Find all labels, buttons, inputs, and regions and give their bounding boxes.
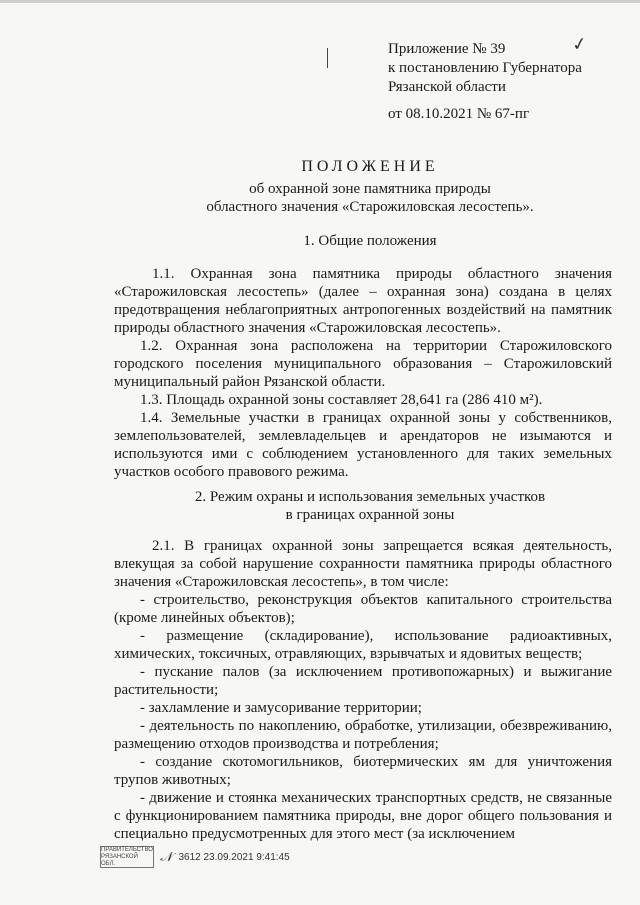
section2-title-line1: 2. Режим охраны и использования земельных участков bbox=[194, 489, 546, 505]
paragraph-2-1: 2.1. В границах охранной зоны запрещается всякая деятельность, влекущая за собой нарушение сохранности памятника природы областного значения «Старожиловская лесостепь», в том числе: bbox=[114, 538, 612, 590]
section2-body bbox=[114, 537, 612, 843]
paragraph-1-4: 1.4. Земельные участки в границах охранной зоны у собственников, землепользователей, землевладельцев и арендаторов не изымаются и используются ими с соблюдением установленного для таких земельных участков особого правового режима. bbox=[114, 410, 612, 480]
appendix-block bbox=[388, 40, 582, 124]
list-item: - создание скотомогильников, биотермических ям для уничтожения трупов животных; bbox=[114, 754, 612, 788]
document-reference: 3612 23.09.2021 9:41:45 bbox=[178, 851, 290, 863]
paragraph-1-3: 1.3. Площадь охранной зоны составляет 28,641 га (286 410 м²). bbox=[140, 392, 543, 408]
list-item: - пускание палов (за исключением противопожарных) и выжигание растительности; bbox=[114, 664, 612, 698]
stamp-text-bottom: РЯЗАНСКОЙ ОБЛ. bbox=[101, 853, 138, 867]
scan-mark bbox=[327, 48, 328, 68]
list-item: - захламление и замусоривание территории; bbox=[140, 700, 422, 716]
appendix-number: Приложение № 39 bbox=[388, 41, 506, 57]
document-subtitle-line1: об охранной зоне памятника природы bbox=[249, 181, 491, 197]
scan-edge bbox=[0, 0, 640, 3]
list-item: - размещение (складирование), использование радиоактивных, химических, токсичных, отравляющих, взрывчатых и ядовитых веществ; bbox=[114, 628, 612, 662]
appendix-region: Рязанской области bbox=[388, 79, 506, 95]
document-subtitle-line2: областного значения «Старожиловская лесостепь». bbox=[206, 199, 534, 215]
appendix-decree: к постановлению Губернатора bbox=[388, 60, 582, 76]
footer-registration bbox=[100, 846, 290, 868]
section1-title: 1. Общие положения bbox=[303, 233, 437, 249]
stamp-text-top: ПРАВИТЕЛЬСТВО bbox=[101, 846, 153, 853]
section1-body bbox=[114, 265, 612, 481]
paragraph-1-2: 1.2. Охранная зона расположена на территории Старожиловского городского поселения муниципального образования – Старожиловский муниципальный район Рязанской области. bbox=[114, 338, 612, 390]
document-title: ПОЛОЖЕНИЕ bbox=[301, 158, 439, 175]
registration-stamp bbox=[100, 846, 154, 868]
list-item: - строительство, реконструкция объектов капитального строительства (кроме линейных объектов); bbox=[114, 592, 612, 626]
list-item: - деятельность по накоплению, обработке, утилизации, обезвреживанию, размещению отходов производства и потребления; bbox=[114, 718, 612, 752]
handwritten-check-mark: ✓ bbox=[570, 32, 589, 57]
paragraph-1-1: 1.1. Охранная зона памятника природы областного значения «Старожиловская лесостепь» (далее – охранная зона) создана в целях предотвращения неблагоприятных антропогенных воздействий на памятник природы областного значения «Старожиловская лесостепь». bbox=[114, 266, 612, 336]
signature-mark-icon: 𝒩 bbox=[160, 849, 173, 864]
section2-title-line2: в границах охранной зоны bbox=[285, 507, 455, 523]
list-item: - движение и стоянка механических транспортных средств, не связанные с функционированием памятника природы, вне дорог общего пользования и специально предусмотренных для этого мест (за исключением bbox=[114, 790, 612, 842]
appendix-date: от 08.10.2021 № 67-пг bbox=[388, 106, 530, 122]
